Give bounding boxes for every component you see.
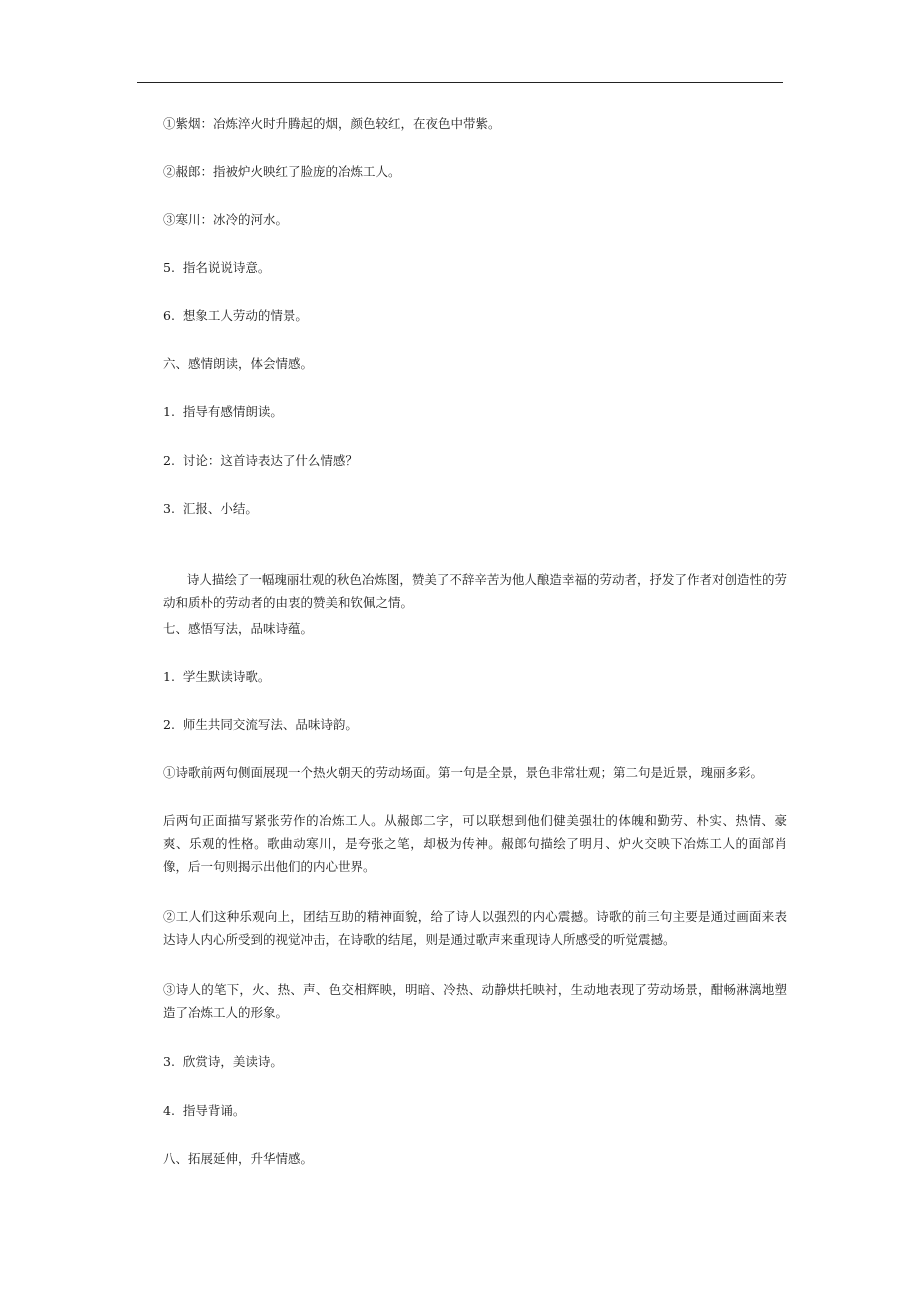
section-heading-8: 八、拓展延伸，升华情感。 [163, 1151, 314, 1166]
step-2: 2. 讨论：这首诗表达了什么情感？ [163, 453, 358, 468]
analysis-1: ①诗歌前两句侧面展现一个热火朝天的劳动场面。第一句是全景，景色非常壮观；第二句是近景，瑰丽多彩。 [163, 765, 764, 780]
step-1: 1. 指导有感情朗读。 [163, 404, 283, 419]
analysis-3: ②工人们这种乐观向上，团结互助的精神面貌，给了诗人以强烈的内心震撼。诗歌的前三句主要是通过画面来表达诗人内心所受到的视觉冲击，在诗歌的结尾，则是通过歌声来重现诗人所感受的听觉震撼。 [163, 909, 787, 947]
analysis-2: 后两句正面描写紧张劳作的冶炼工人。从赧郎二字，可以联想到他们健美强壮的体魄和勤劳、朴实、热情、豪爽、乐观的性格。歌曲动寒川，是夸张之笔，却极为传神。赧郎句描绘了明月、炉火交映下冶炼工人的面部肖像，后一句则揭示出他们的内心世界。 [163, 813, 787, 874]
note-han-chuan: ③寒川：冰冷的河水。 [163, 212, 289, 227]
step-3b: 3. 欣赏诗，美读诗。 [163, 1054, 283, 1069]
note-nan-lang: ②赧郎：指被炉火映红了脸庞的冶炼工人。 [163, 164, 401, 179]
summary-text: 诗人描绘了一幅瑰丽壮观的秋色冶炼图，赞美了不辞辛苦为他人酿造幸福的劳动者，抒发了作者对创造性的劳动和质朴的劳动者的由衷的赞美和钦佩之情。 [163, 572, 787, 610]
step-6: 6. 想象工人劳动的情景。 [163, 308, 308, 323]
note-zi-yan: ①紫烟：冶炼淬火时升腾起的烟，颜色较红，在夜色中带紫。 [163, 116, 501, 131]
section-heading-7: 七、感悟写法，品味诗蕴。 [163, 621, 314, 636]
step-2b: 2. 师生共同交流写法、品味诗韵。 [163, 717, 358, 732]
section-heading-6: 六、感情朗读，体会情感。 [163, 356, 314, 371]
analysis-4: ③诗人的笔下，火、热、声、色交相辉映，明暗、冷热、动静烘托映衬，生动地表现了劳动场景，酣畅淋漓地塑造了冶炼工人的形象。 [163, 982, 787, 1020]
header-rule [137, 82, 783, 83]
step-4b: 4. 指导背诵。 [163, 1103, 246, 1118]
step-5: 5. 指名说说诗意。 [163, 260, 271, 275]
step-1b: 1. 学生默读诗歌。 [163, 669, 271, 684]
step-3: 3. 汇报、小结。 [163, 501, 258, 516]
